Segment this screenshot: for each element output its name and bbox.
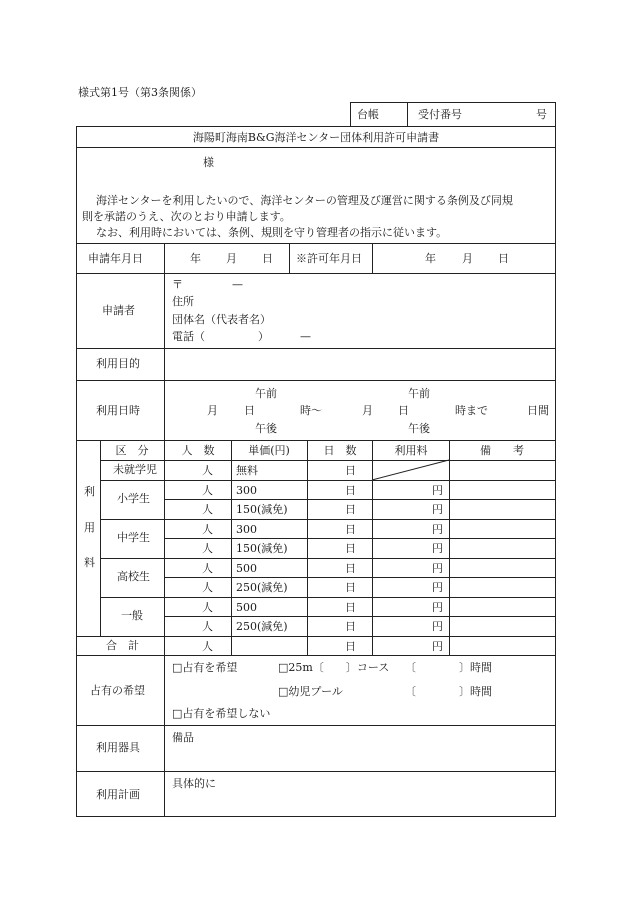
total-people-unit: 人 [202,640,213,653]
phone-close: ） [258,330,269,343]
usage-days: 日間 [527,404,549,417]
application-date-year: 年 [190,252,201,265]
unit-price: 300 [236,484,257,497]
phone-open: 電話（ [172,330,205,343]
postal-dash: — [232,278,243,291]
usage-end-pm: 午後 [408,422,430,435]
category-general: 一般 [121,609,143,622]
total-yen-unit: 円 [432,640,443,653]
equipment-label: 利用器具 [96,741,140,754]
addressee-suffix: 様 [203,156,214,169]
kids-pool-checkbox[interactable]: □幼児プール [278,685,343,698]
fee-side-label-1: 利 [84,485,95,498]
application-date-day: 日 [262,252,273,265]
people-unit: 人 [202,464,213,477]
days-unit: 日 [345,484,356,497]
unit-price: 500 [236,562,257,575]
people-unit: 人 [202,601,213,614]
unit-price: 150(減免) [236,542,288,555]
fee-yen-unit: 円 [432,581,443,594]
permit-date-year: 年 [425,252,436,265]
fee-yen-unit: 円 [432,542,443,555]
fee-yen-unit: 円 [432,503,443,516]
unit-price: 300 [236,523,257,536]
usage-start-pm: 午後 [255,422,277,435]
usage-end-am: 午前 [408,387,430,400]
people-unit: 人 [202,503,213,516]
application-date-label: 申請年月日 [88,252,143,265]
usage-start-am: 午前 [255,387,277,400]
applicant-label: 申請者 [102,304,135,317]
plan-label: 利用計画 [96,788,140,801]
intro-line-2: 則を承諾のうえ、次のとおり申請します。 [82,210,291,223]
receipt-number-label: 受付番号 [418,108,462,121]
pool-25m-hours: 〕時間 [459,661,492,674]
pool-25m-bracket-open: 〔 [405,661,416,674]
permit-date-day: 日 [498,252,509,265]
days-unit: 日 [345,542,356,555]
pool-25m-checkbox[interactable]: □25m〔 〕コース [278,661,390,674]
form-title: 海陽町海南B&G海洋センター団体利用許可申請書 [192,131,440,144]
phone-dash: — [300,330,311,343]
fee-yen-unit: 円 [432,523,443,536]
fee-side-label-3: 料 [84,556,95,569]
people-unit: 人 [202,581,213,594]
category-high-school: 高校生 [117,570,150,583]
category-junior-high: 中学生 [117,531,150,544]
permit-date-label: ※許可年月日 [296,252,362,265]
reservation-label: 占有の希望 [90,684,145,697]
people-unit: 人 [202,562,213,575]
address-label: 住所 [172,295,194,308]
usage-end-day: 日 [398,404,409,417]
permit-date-month: 月 [462,252,473,265]
kids-pool-bracket-open: 〔 [405,685,416,698]
people-unit: 人 [202,542,213,555]
usage-datetime-label: 利用日時 [96,404,140,417]
days-unit: 日 [345,620,356,633]
usage-from: 時～ [300,404,322,417]
unit-price: 無料 [236,464,258,477]
days-unit: 日 [345,601,356,614]
intro-line-3: なお、利用時においては、条例、規則を守り管理者の指示に従います。 [96,226,448,239]
days-unit: 日 [345,503,356,516]
days-unit: 日 [345,562,356,575]
days-unit: 日 [345,581,356,594]
people-unit: 人 [202,523,213,536]
header-unit-price: 単価(円) [248,444,290,457]
postal-mark: 〒 [172,278,183,291]
fee-yen-unit: 円 [432,484,443,497]
usage-end-month: 月 [362,404,373,417]
header-remarks: 備 考 [480,444,524,457]
unit-price: 250(減免) [236,620,288,633]
people-unit: 人 [202,484,213,497]
reservation-not-want-checkbox[interactable]: □占有を希望しない [172,707,271,720]
header-fee: 利用料 [394,444,428,457]
usage-start-month: 月 [207,404,218,417]
people-unit: 人 [202,620,213,633]
unit-price: 250(減免) [236,581,288,594]
reservation-want-checkbox[interactable]: □占有を希望 [172,661,238,674]
intro-line-1: 海洋センターを利用したいので、海洋センターの管理及び運営に関する条例及び同規 [96,194,513,207]
total-label: 合 計 [106,639,139,652]
total-days-unit: 日 [345,640,356,653]
header-category: 区 分 [115,444,149,457]
fee-side-label-2: 用 [84,521,95,534]
ledger-label: 台帳 [357,108,379,121]
form-number: 様式第1号（第3条関係） [78,86,202,99]
fee-yen-unit: 円 [432,562,443,575]
plan-note: 具体的に [172,777,216,790]
unit-price: 500 [236,601,257,614]
unit-price: 150(減免) [236,503,288,516]
receipt-number-suffix: 号 [536,108,547,121]
days-unit: 日 [345,523,356,536]
fee-yen-unit: 円 [432,601,443,614]
usage-until: 時まで [455,404,488,417]
fee-yen-unit: 円 [432,620,443,633]
usage-start-day: 日 [244,404,255,417]
header-people: 人 数 [181,444,215,457]
category-elementary: 小学生 [117,492,150,505]
category-preschool: 未就学児 [113,463,157,476]
purpose-label: 利用目的 [96,357,140,370]
header-days: 日 数 [323,444,357,457]
organization-label: 団体名（代表者名） [172,313,271,326]
equipment-note: 備品 [172,731,194,744]
application-date-month: 月 [226,252,237,265]
days-unit: 日 [345,464,356,477]
kids-pool-hours: 〕時間 [459,685,492,698]
